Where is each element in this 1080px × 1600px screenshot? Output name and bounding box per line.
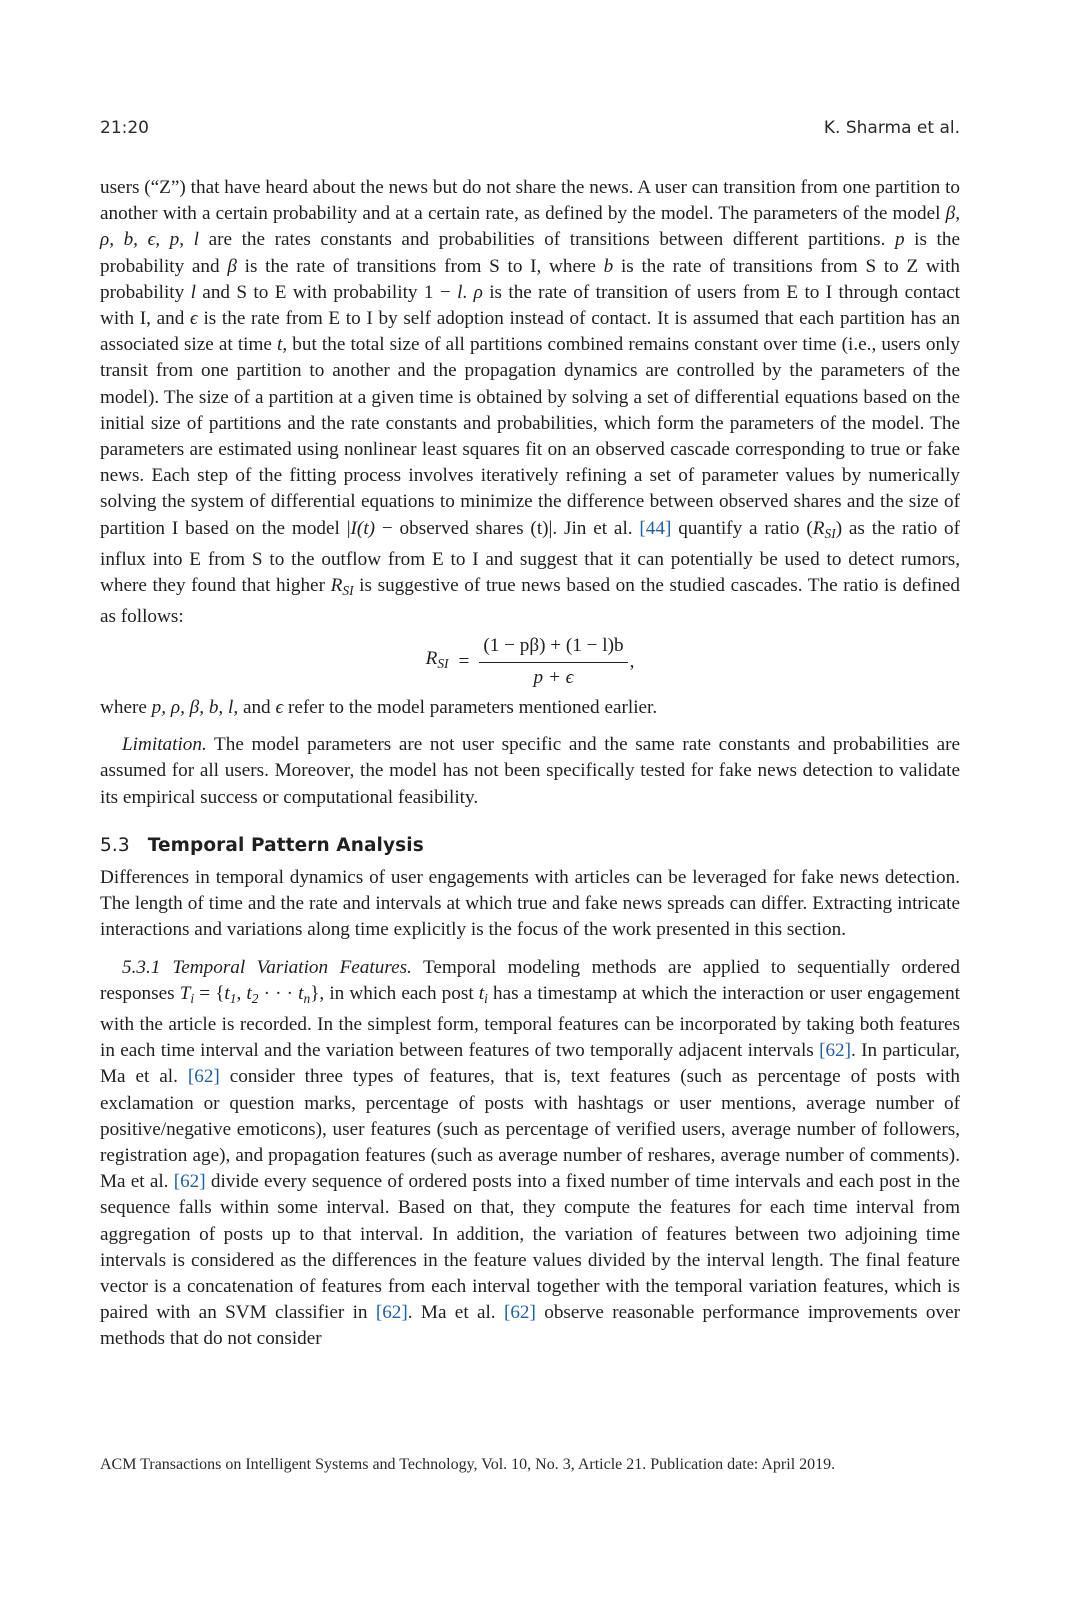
- equation-denominator: p + ϵ: [533, 666, 574, 688]
- citation-link[interactable]: [62]: [503, 1302, 536, 1324]
- citation-link[interactable]: [62]: [819, 1040, 852, 1062]
- paragraph-where: where p, ρ, β, b, l, and ϵ refer to the model parameters mentioned earlier.: [100, 696, 658, 718]
- paragraph-temporal-variation: 5.3.1 Temporal Variation Features. Temporal modeling methods are applied to sequentially ordered responses $T_i = \{t_1$, $t_2$ · · · $t_n$}, in which each post $t_i$ has a timestamp at which the interaction or user engagement with the article is recorded. In the simplest form, temporal features can be incorporated by taking both features in each time interval and the variation between features of two temporally adjacent intervals [62]. In particular, Ma et al. [62] consider three types of features, that is, text features (such as percentage of posts with exclamation or question marks, percentage of posts with hashtags or user mentions, average number of positive/negative emoticons), user features (such as percentage of verified users, average number of followers, registration age), and propagation features (such as average number of reshares, average number of comments). Ma et al. [62] divide every sequence of ordered posts into a fixed number of time intervals and each post in the sequence falls within some interval. Based on that, they compute the features for each time interval from aggregation of posts up to that interval. In addition, the variation of features between two adjoining time intervals is considered as the differences in the feature values divided by the interval length. The final feature vector is a concatenation of features from each interval together with the temporal variation features, which is paired with an SVM classifier in [62]. Ma et al. [62] observe reasonable performance improvements over methods that do not consider: [100, 956, 961, 1350]
- running-authors: K. Sharma et al.: [823, 118, 960, 138]
- citation-link[interactable]: [62]: [173, 1171, 206, 1193]
- equation-fraction: [479, 633, 627, 691]
- paragraph-temporal-intro: Differences in temporal dynamics of user engagements with articles can be leveraged for fake news detection. The length of time and the rate and intervals at which true and fake news spreads can differ. Extracting intricate interactions and variations along time explicitly is the focus of the work presented in this section.: [100, 866, 960, 941]
- equation-lhs: $R_{SI}$: [425, 648, 449, 672]
- paragraph-sir-model: users (“Z”) that have heard about the news but do not share the news. A user can transition from one partition to another with a certain probability and at a certain rate, as defined by the model. The parameters of the model β, ρ, b, ϵ, p, l are the rates constants and probabilities of transitions between different partitions. p is the probability and β is the rate of transitions from S to I, where b is the rate of transitions from S to Z with probability l and S to E with probability 1 − l. ρ is the rate of transition of users from E to I through contact with I, and ϵ is the rate from E to I by self adoption instead of contact. It is assumed that each partition has an associated size at time t, but the total size of all partitions combined remains constant over time (i.e., users only transit from one partition to another and the propagation dynamics are controlled by the parameters of the model). The size of a partition at a given time is obtained by solving a set of differential equations based on the initial size of partitions and the rate constants and probabilities, which form the parameters of the model. The parameters are estimated using nonlinear least squares fit on an observed cascade corresponding to true or fake news. Each step of the fitting process involves iteratively refining a set of parameter values by numerically solving the system of differential equations to minimize the difference between observed shares and the size of partition I based on the model |I(t) − observed shares (t)|. Jin et al. [44] quantify a ratio $(R_{SI})$ as the ratio of influx into E from S to the outflow from E to I and suggest that it can potentially be used to detect rumors, where they found that higher $R_{SI}$ is suggestive of true news based on the studied cascades. The ratio is defined as follows:: [100, 177, 961, 628]
- equation-numerator: (1 − pβ) + (1 − l)b: [479, 633, 627, 663]
- body-text: [100, 175, 960, 1353]
- rsi-equation: $R_{SI}$ = $\frac{(1 - p\beta) + (1 - l)b}{p + \epsilon}$ ,: [100, 633, 960, 691]
- subsection-title: Temporal Variation Features.: [172, 956, 412, 978]
- running-head: [100, 118, 960, 138]
- citation-link[interactable]: [62]: [375, 1302, 408, 1324]
- page-number: 21:20: [100, 118, 149, 138]
- journal-footer: ACM Transactions on Intelligent Systems and Technology, Vol. 10, No. 3, Article 21. Publication date: April 2019.: [100, 1456, 836, 1473]
- citation-link[interactable]: [44]: [639, 517, 672, 539]
- limitation-title: Limitation.: [122, 734, 207, 756]
- subsection-number: 5.3.1: [122, 956, 161, 978]
- paragraph-limitation: Limitation. The model parameters are not user specific and the same rate constants and probabilities are assumed for all users. Moreover, the model has not been specifically tested for fake news detection to validate its empirical success or computational feasibility.: [100, 734, 960, 808]
- citation-link[interactable]: [62]: [187, 1066, 220, 1088]
- section-heading: 5.3 Temporal Pattern Analysis: [100, 834, 424, 856]
